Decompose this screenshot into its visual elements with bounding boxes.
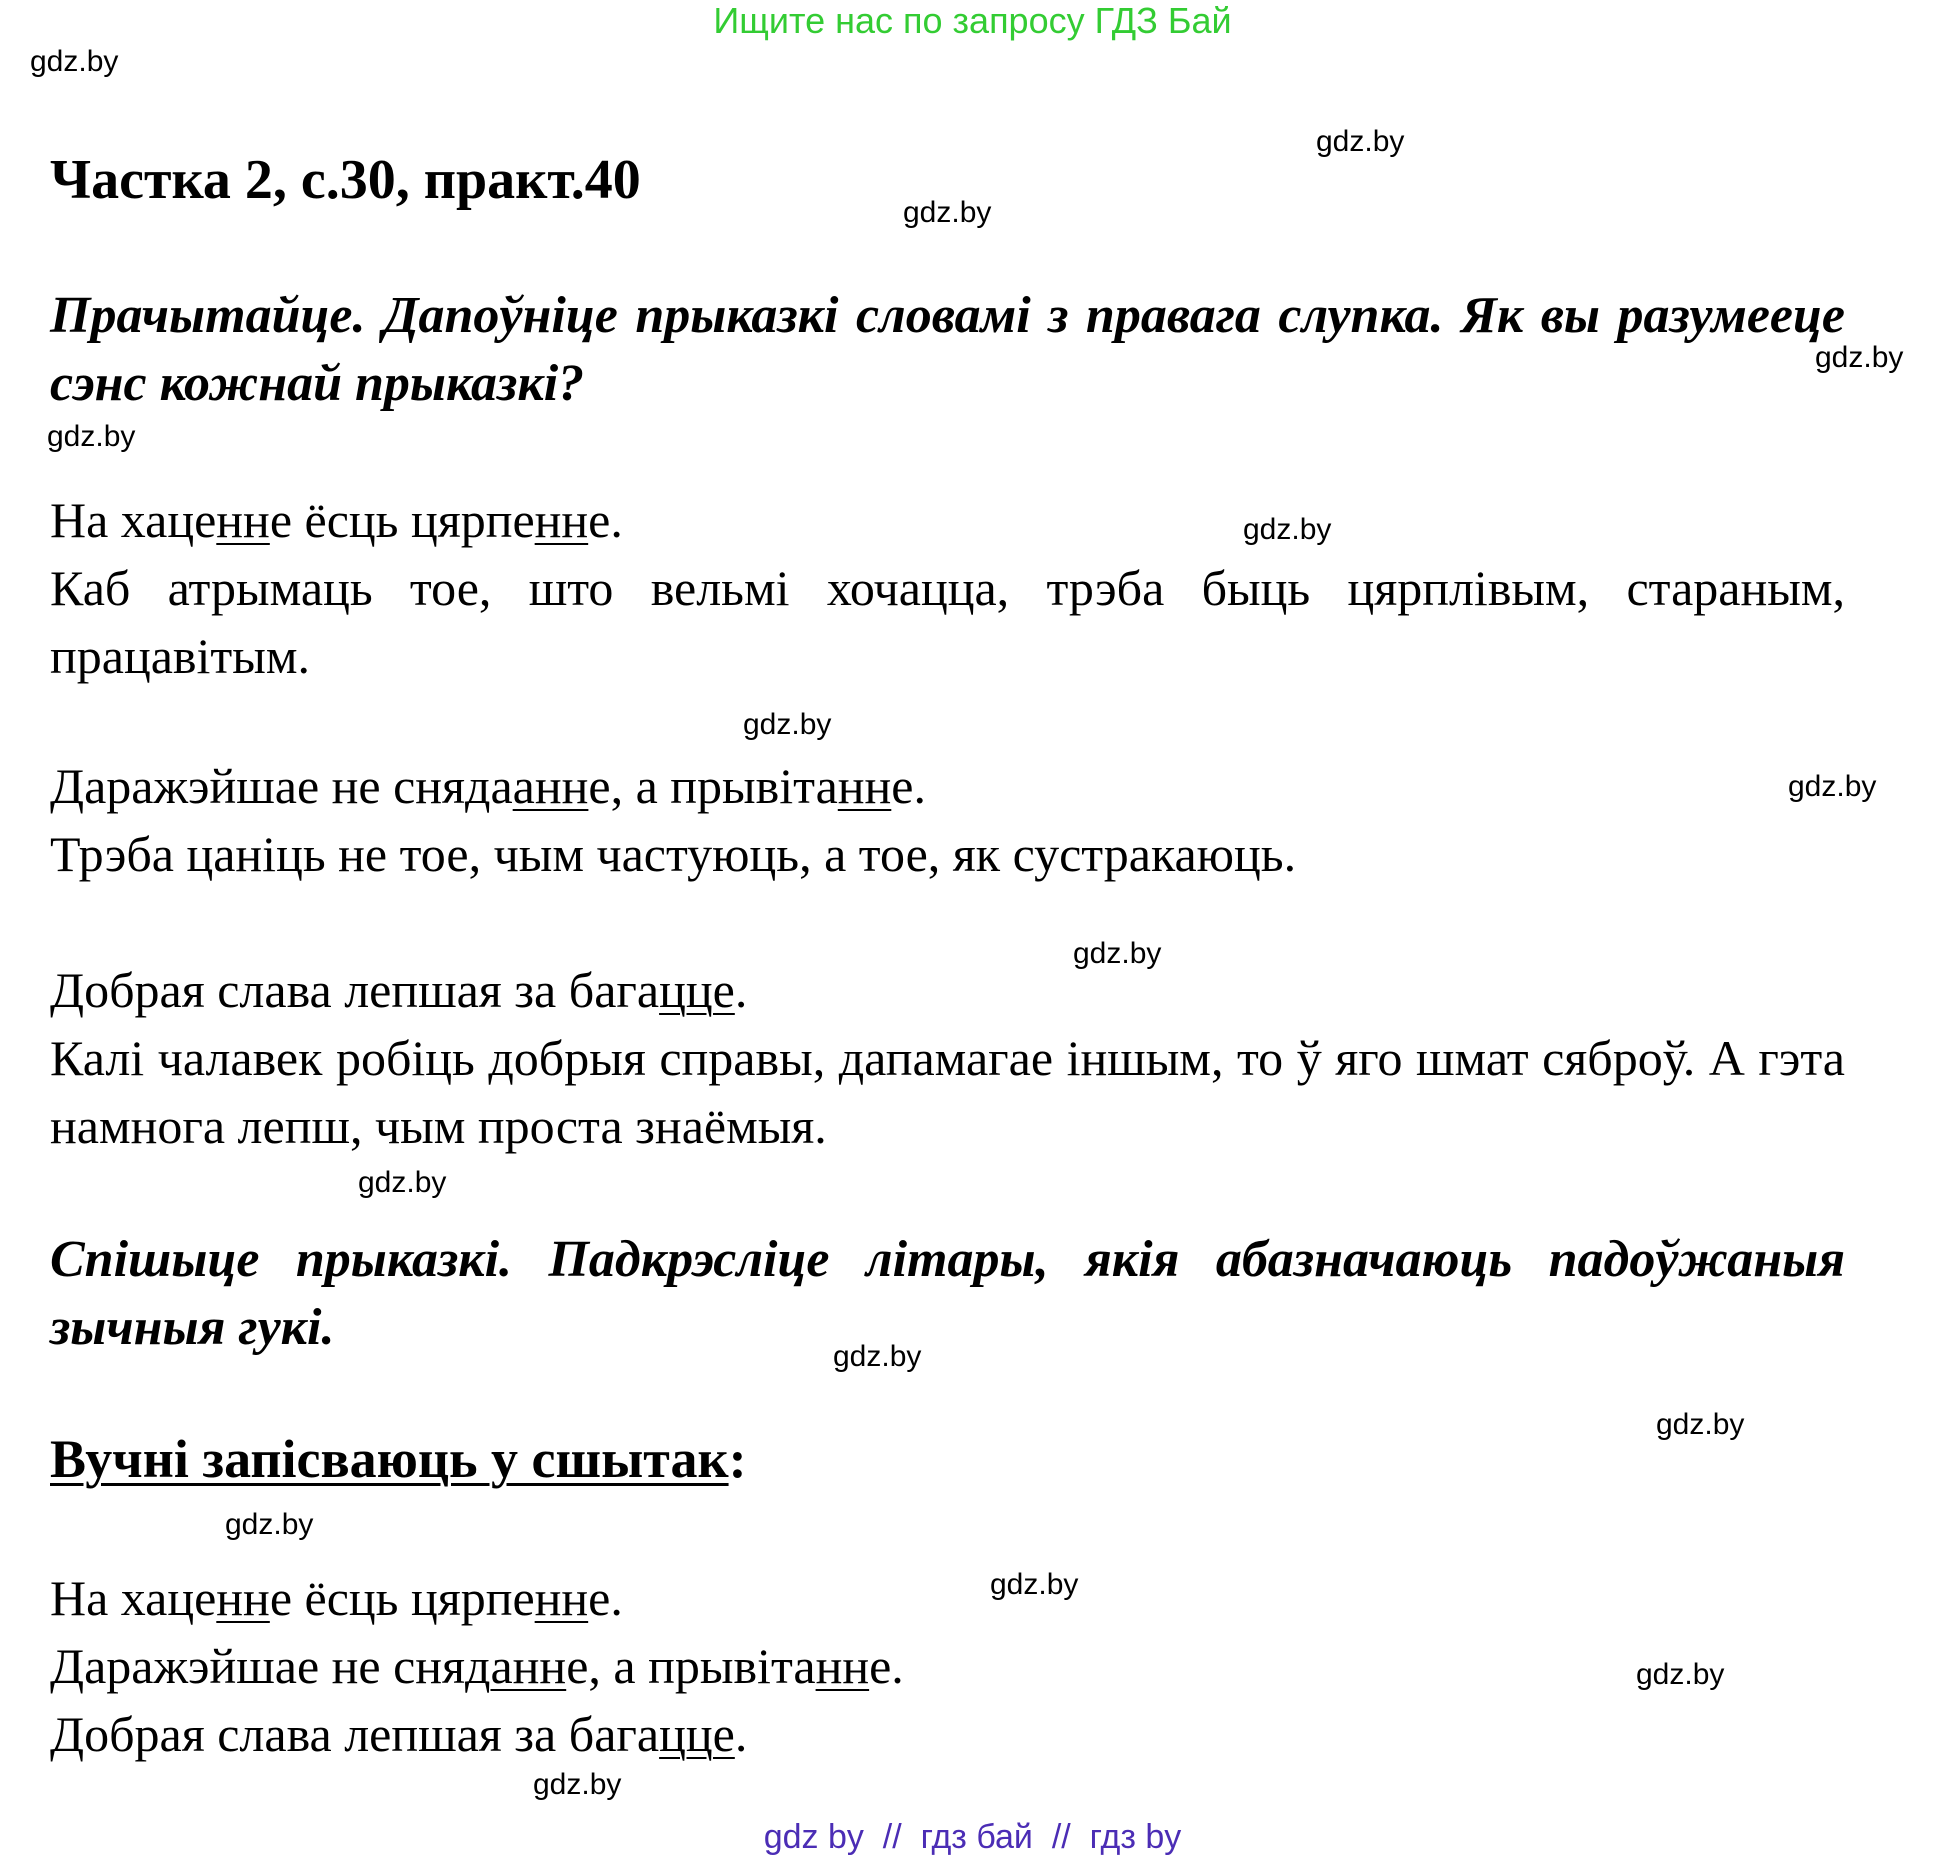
- watermark: gdz.by: [358, 1166, 447, 1199]
- proverb-block: [50, 486, 1845, 690]
- notebook-lines: [50, 1564, 1845, 1768]
- watermark: gdz.by: [1316, 125, 1405, 158]
- watermark: gdz.by: [533, 1768, 622, 1801]
- watermark: gdz.by: [903, 196, 992, 229]
- page-title: Частка 2, с.30, практ.40: [50, 149, 641, 211]
- proverb-text: Добрая слава лепшая за багацце.: [50, 962, 748, 1018]
- watermark: gdz.by: [743, 708, 832, 741]
- watermark: gdz.by: [1815, 341, 1904, 374]
- footer-links: gdz by // гдз бай // гдз by: [763, 1818, 1182, 1856]
- watermark: gdz.by: [1243, 513, 1332, 546]
- proverb-meaning: Трэба цаніць не тое, чым частуюць, а тое, як сустракаюць.: [50, 826, 1297, 882]
- watermark: gdz.by: [30, 45, 119, 78]
- top-banner: Ищите нас по запросу ГДЗ Бай: [713, 0, 1232, 41]
- task-instruction-1: Прачытайце. Дапоўніце прыказкі словамі з правага слупка. Як вы разумееце сэнс кожнай прыказкі?: [50, 287, 1845, 412]
- notebook-line: На хаценне ёсць цярпенне.: [50, 1570, 623, 1626]
- proverb-text: На хаценне ёсць цярпенне.: [50, 492, 623, 548]
- notebook-line: Даражэйшае не сняданне, а прывітанне.: [50, 1638, 904, 1694]
- proverb-block: [50, 956, 1845, 1160]
- watermark: gdz.by: [1636, 1658, 1725, 1691]
- proverb-meaning: Каб атрымаць тое, што вельмі хочацца, трэба быць цярплівым, стараным, працавітым.: [50, 560, 1845, 684]
- notebook-heading: Вучні запісваюць у сшытак:: [50, 1429, 747, 1489]
- watermark: gdz.by: [1788, 770, 1877, 803]
- proverb-meaning: Калі чалавек робіць добрыя справы, дапамагае іншым, то ў яго шмат сяброў. А гэта намнога лепш, чым проста знаёмыя.: [50, 1030, 1845, 1154]
- notebook-line: Добрая слава лепшая за багацце.: [50, 1706, 748, 1762]
- watermark: gdz.by: [1073, 937, 1162, 970]
- proverb-block: [50, 752, 1845, 888]
- proverb-text: Даражэйшае не снядaанне, а прывітанне.: [50, 758, 926, 814]
- watermark: gdz.by: [1656, 1408, 1745, 1441]
- task-instruction-2: Спішыце прыказкі. Падкрэсліце літары, якія абазначаюць падоўжаныя зычныя гукі.: [50, 1231, 1845, 1356]
- watermark: gdz.by: [225, 1508, 314, 1541]
- watermark: gdz.by: [990, 1568, 1079, 1601]
- watermark: gdz.by: [833, 1340, 922, 1373]
- watermark: gdz.by: [47, 420, 136, 453]
